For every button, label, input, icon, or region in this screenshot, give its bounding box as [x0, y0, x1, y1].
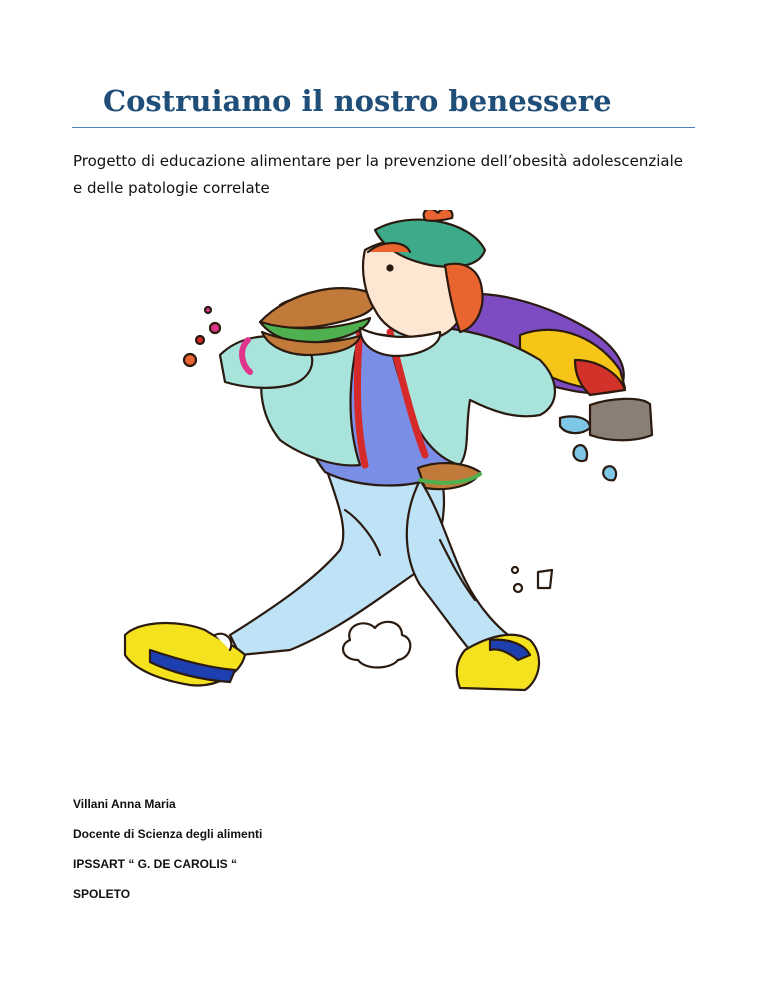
school-name: IPSSART “ G. DE CAROLIS “ [73, 857, 238, 871]
author-name: Villani Anna Maria [73, 797, 176, 811]
second-sandwich [418, 463, 480, 489]
title-underline [72, 127, 695, 128]
city: SPOLETO [73, 887, 131, 901]
author-role: Docente di Scienza degli alimenti [73, 827, 263, 841]
boy-eating-sandwich-illustration [120, 210, 660, 700]
project-description: Progetto di educazione alimentare per la prevenzione dell’obesità adolescenziale e delle patologie correlate [73, 152, 683, 197]
bottle [560, 399, 652, 480]
author-block [73, 796, 262, 916]
left-shoe [125, 623, 245, 685]
head [363, 210, 485, 339]
page-title: Costruiamo il nostro benessere [103, 84, 612, 118]
